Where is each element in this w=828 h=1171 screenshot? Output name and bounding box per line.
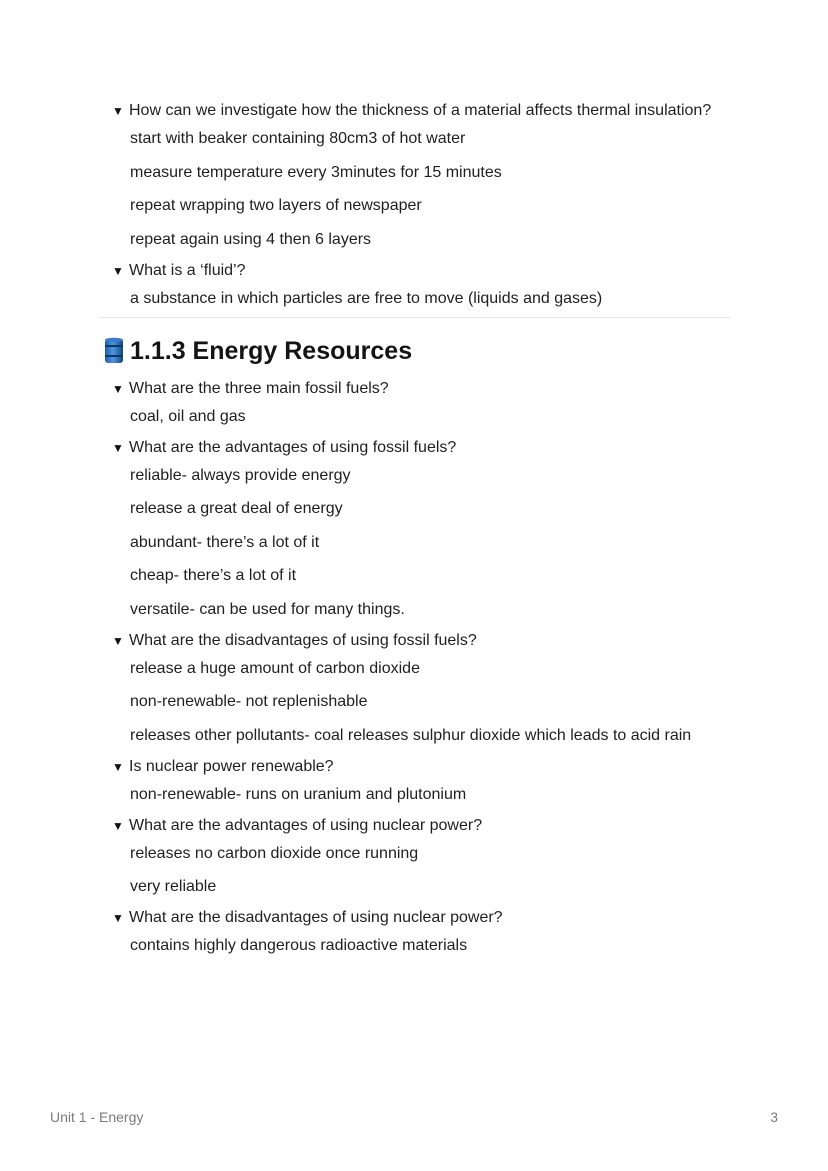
footer-title: Unit 1 - Energy [50,1109,144,1125]
answer-line: releases other pollutants- coal releases sulphur dioxide which leads to acid rain [130,726,692,744]
toggle-question[interactable] [100,98,730,124]
toggle-block [100,258,730,309]
toggle-block [100,754,730,805]
question-text: Is nuclear power renewable? [129,757,334,775]
answer-line: very reliable [130,878,217,895]
answer-line: start with beaker containing 80cm3 of hot water [130,130,466,147]
question-text: What are the three main fossil fuels? [129,379,389,397]
toggle-block [100,435,730,620]
answer-line: a substance in which particles are free to move (liquids and gases) [130,289,603,307]
toggle-question[interactable] [100,905,730,931]
question-text: What are the disadvantages of using fossil fuels? [129,631,477,649]
toggle-question[interactable] [100,435,730,461]
toggle-block [100,905,730,956]
section-heading [100,334,730,368]
triangle-down-icon[interactable]: ▼ [112,381,124,396]
toggle-block [100,628,730,746]
toggle-question[interactable] [100,628,730,654]
answer-line: non-renewable- not replenishable [130,693,368,710]
answer-line: versatile- can be used for many things. [130,600,405,618]
page-number: 3 [770,1109,778,1125]
energy-section [100,376,730,957]
section-title: 1.1.3 Energy Resources [130,336,413,365]
oil-barrel-icon [104,337,124,365]
answer-line: repeat again using 4 then 6 layers [130,230,372,248]
triangle-down-icon[interactable]: ▼ [112,633,124,648]
answer-line: repeat wrapping two layers of newspaper [130,197,422,214]
toggle-question[interactable] [100,754,730,780]
triangle-down-icon[interactable]: ▼ [112,263,124,278]
triangle-down-icon[interactable]: ▼ [112,818,124,833]
toggle-question[interactable] [100,258,730,284]
question-text: What is a ‘fluid’? [129,261,246,279]
question-text: How can we investigate how the thickness of a material affects thermal insulation? [129,102,712,119]
toggle-block [100,376,730,427]
question-text: What are the advantages of using fossil fuels? [129,438,457,456]
answer-line: contains highly dangerous radioactive materials [130,937,468,954]
answer-line: measure temperature every 3minutes for 15 minutes [130,163,502,181]
section-divider [100,317,730,318]
answer-line: release a huge amount of carbon dioxide [130,659,420,677]
page-content [100,97,730,964]
answer-line: abundant- there’s a lot of it [130,533,320,551]
question-text: What are the advantages of using nuclear power? [129,816,483,834]
toggle-block [100,813,730,898]
answer-line: coal, oil and gas [130,407,246,425]
triangle-down-icon[interactable]: ▼ [112,440,124,455]
triangle-down-icon[interactable]: ▼ [112,911,124,925]
prev-section [100,98,730,309]
toggle-question[interactable] [100,376,730,402]
triangle-down-icon[interactable]: ▼ [112,104,124,118]
question-text: What are the disadvantages of using nuclear power? [129,909,503,926]
answer-line: release a great deal of energy [130,500,343,517]
answer-line: releases no carbon dioxide once running [130,844,419,862]
toggle-question[interactable] [100,813,730,839]
toggle-block [100,98,730,250]
triangle-down-icon[interactable]: ▼ [112,759,124,774]
answer-line: non-renewable- runs on uranium and plutonium [130,785,467,803]
answer-line: cheap- there’s a lot of it [130,567,297,584]
answer-line: reliable- always provide energy [130,466,351,484]
